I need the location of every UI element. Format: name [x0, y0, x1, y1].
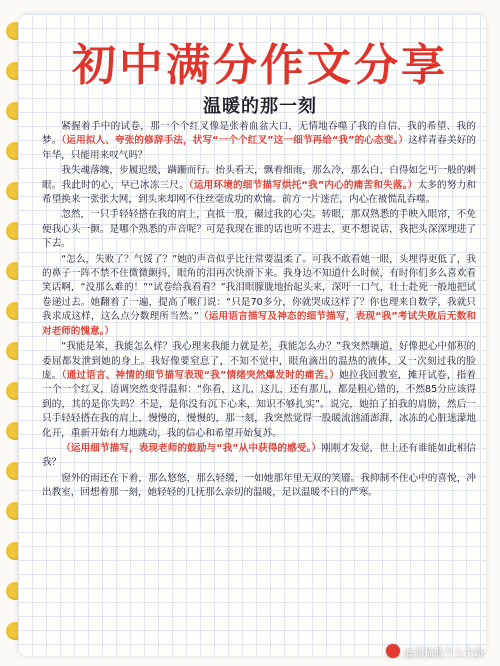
essay-text: 忽然，一只手轻轻搭在我的肩上，直抵一股，碾过我的心尖。转眼，那双熟悉的手映入眼帘，不免便我心头一颤。是哪个熟悉的声音呢？可是我现在谁的话也听不进去，更不想说话，我把头深深埋进了下去。 [42, 209, 476, 250]
watermark-text: @蓝猫蓝个人生路 [404, 647, 484, 659]
essay-text: “怎么，失败了？气馁了？”她的声音似乎比往常要温柔了。可我不敢看她一眼，头埋得更低了，我的鼻子一阵不禁不住微微颤抖，眼角的泪再次快滑下来。我身边不知道什么时候，有时你们多么喜欢看笑话啊，“没那么难的！”“试卷给我看看？”我泪眼朦胧地抬起头来，深吁一口气，壮士赴死一般地把试卷递过去。她翻着了一遍，提高了喉门说：“只是70多分，你就哭成这样了？你也理来自数学，我就只我求成这样，这么点分数理所当然。” [42, 253, 476, 323]
essay-text: 她拉我回教室，摊开试卷，指着一个一个红叉，语调突然变得温和：“你看，这儿，这儿，还有那儿，都是粗心错的，不然85分应该得到的，其的是你失吗？不是，是你没有沉下心来，知识不够扎实”。说完，她拍了拍我的肩膀，然后一只手轻轻搭在我的肩上，慢慢的，慢慢的，那一刻，我突然觉得一股暖流汹涌澎湃，冰冻的心脏迷濛地化开，重新开始有力地跳动，我的信心和希望开始复苏。 [42, 369, 476, 439]
watermark [386, 642, 484, 660]
annotation-note: （运用环境的细节描写烘托“我”内心的痛苦和失落。） [188, 179, 418, 191]
essay-body [42, 120, 476, 630]
essay-text: 太多的努力和希望换来一张张大网，到头来却网不住丝毫成功的欢愉。前方一片迷茫，内心在被慌乱吞噬。 [42, 179, 476, 206]
essay-title: 温暖的那一刻 [203, 96, 317, 117]
essay-text: 刚刚才发觉，世上还有谁能如此相信我？ [42, 442, 476, 469]
annotation-note: （运用拟人、夸张的修辞手法，状写“一个个红叉”这一细节再给“我”的心态变。） [61, 135, 409, 147]
essay-text: 紧握着手中的试卷，那一个个红叉像是张着血盆大口，无情地吞噬了我的自信、我的希望、我的梦。 [42, 121, 476, 147]
essay-paragraph [42, 472, 476, 501]
essay-text: “我能是笨，我能怎么样？我心理来我能力就是差，我能怎么办？”我突然嚷道，好像把心中郁积的委屈都发泄到她的身上。我好像要窒息了，不知不觉中，眼角滴出的温热的液体，又一次刻过我的脸庞。 [42, 341, 476, 381]
essay-text: 我失魂落魄，步履迟缓，蹒跚而行。抬头看天，飘着细雨，那么冷，那么白，白得如乞丐一般的刺眼。我此时的心，早已冰冻三尺。 [42, 165, 476, 191]
annotation-note: （运用语言描写及神态的细节描写，表现“我”考试失败后无数和对老师的愧意。） [42, 311, 476, 337]
essay-paragraph [42, 120, 476, 163]
essay-paragraph [42, 208, 476, 251]
annotation-note: （运用细节描写，表现老师的鼓励与“我”从中获得的感受。） [61, 442, 322, 454]
essay-paragraph [42, 164, 476, 207]
page-title: 初中满分作文分享 [72, 40, 448, 91]
essay-paragraph [42, 340, 476, 441]
annotation-note: （通过语言、神情的细节描写表现“我”情绪突然爆发时的痛苦。） [61, 369, 340, 381]
watermark-logo-icon [386, 644, 400, 658]
essay-text: 这样青春美好的年华，只能用来叹气吗？ [42, 135, 476, 161]
essay-paragraph [42, 442, 476, 471]
essay-paragraph [42, 253, 476, 339]
essay-text: 窗外的雨还在下着，那么悠悠，那么轻缓，一如她那年里无双的笑靥。我抑制不住心中的喜悦，冲出教室，回想着那一刻，她轻轻的几抚那么亲切的温暖，足以温暖不日的严寒。 [42, 472, 476, 499]
